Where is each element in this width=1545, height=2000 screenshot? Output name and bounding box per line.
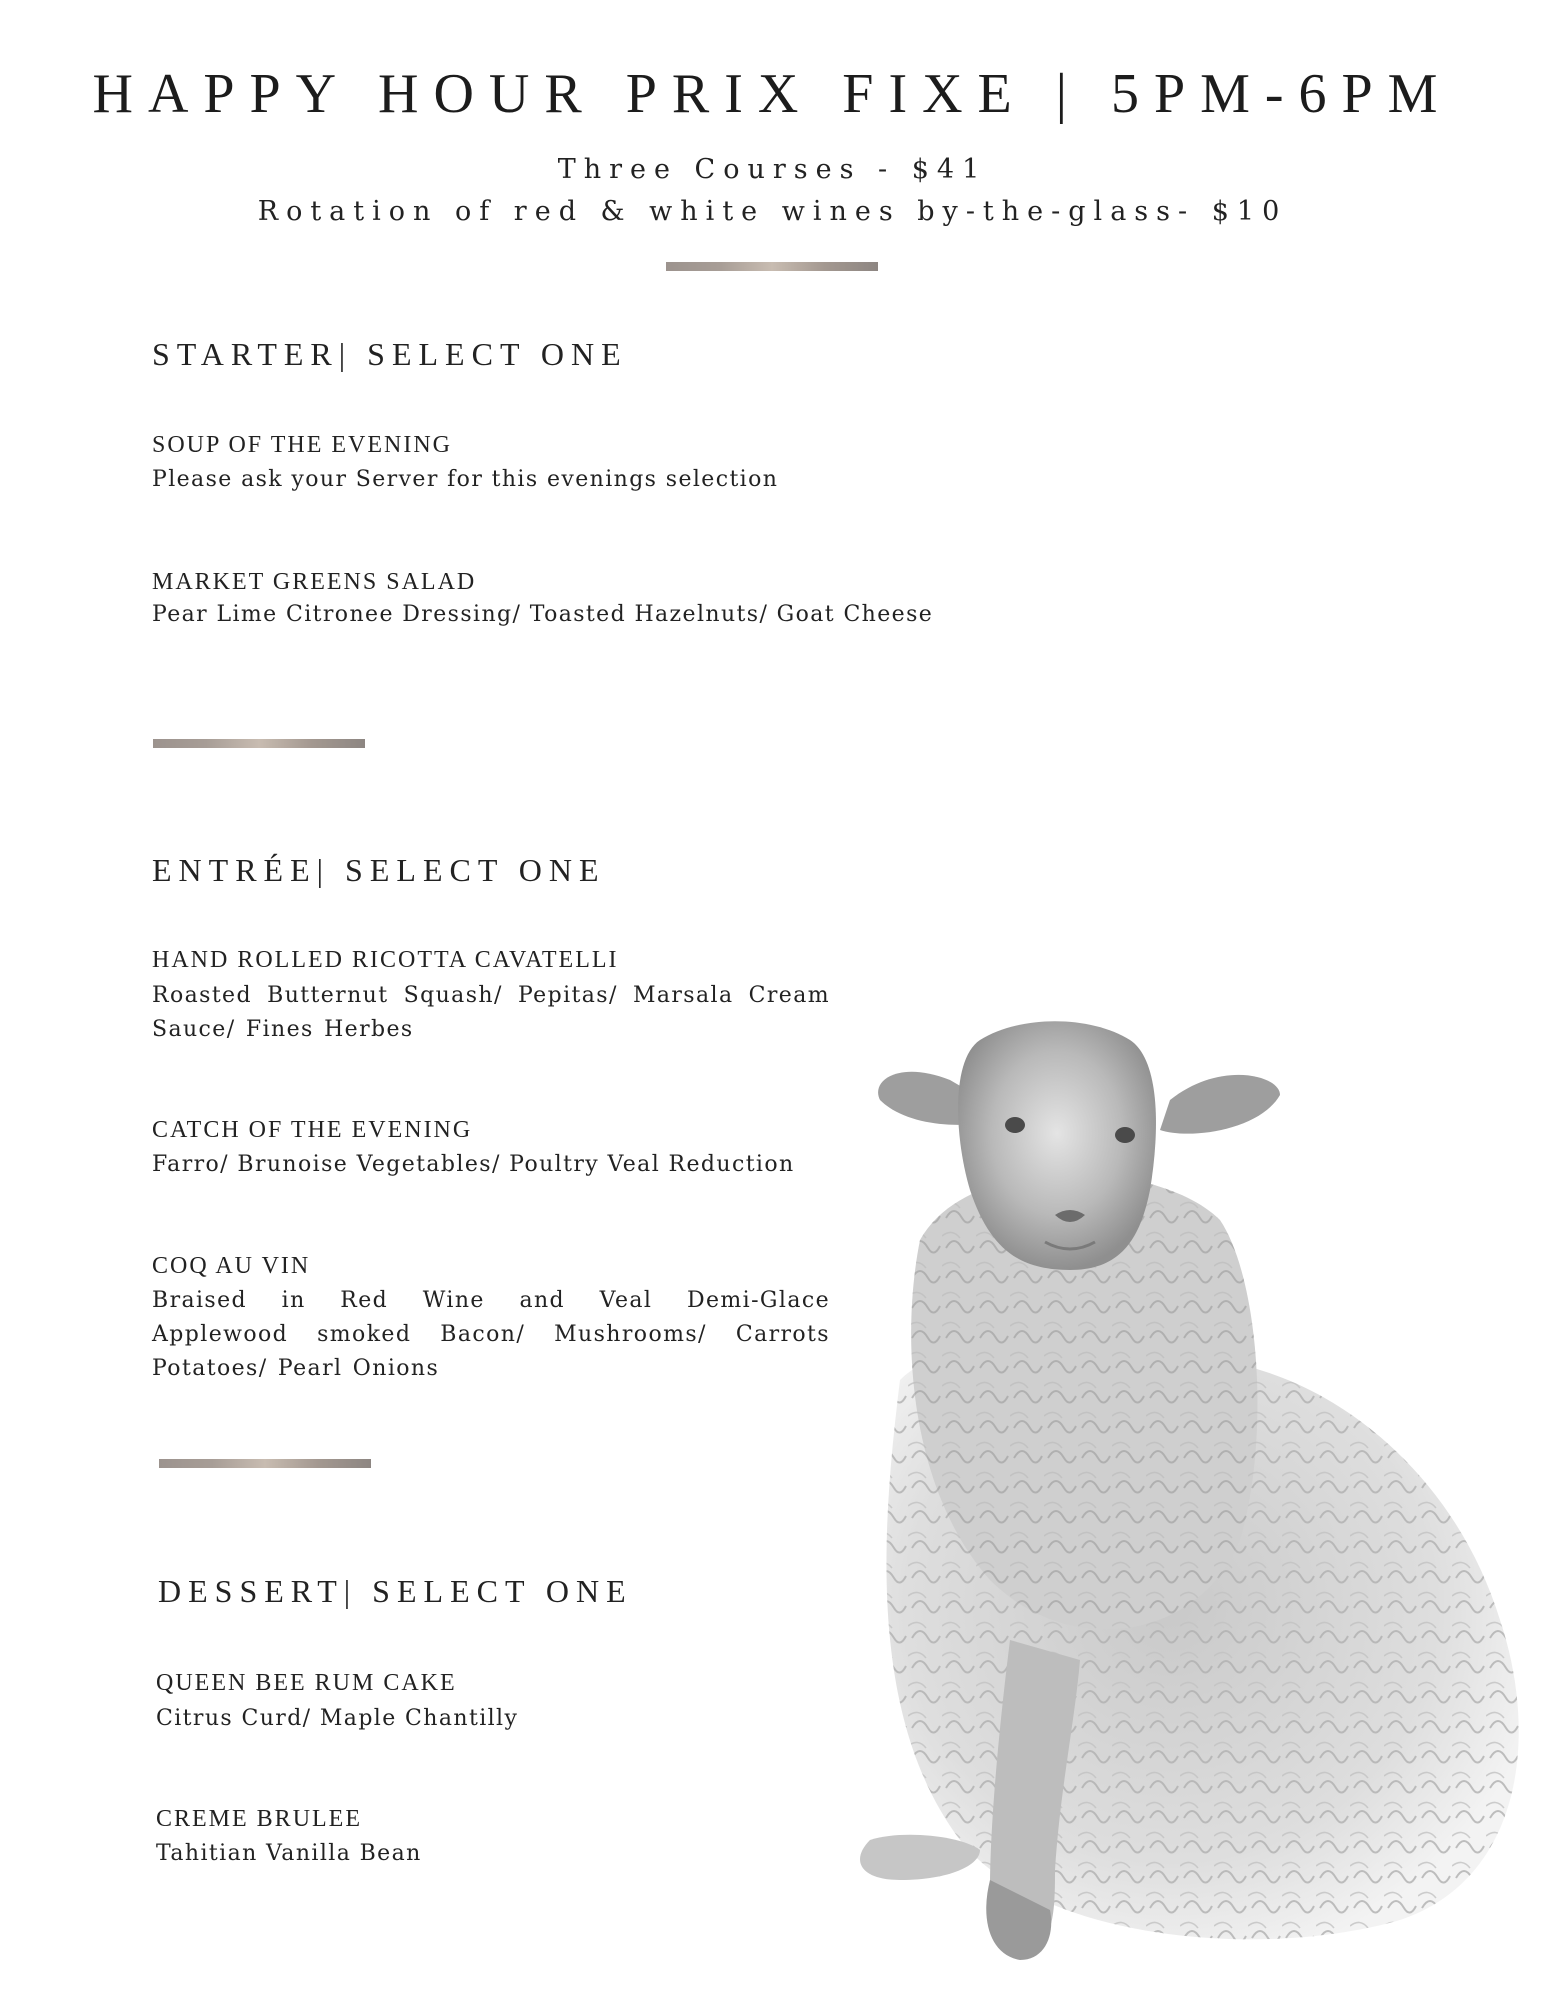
starter-heading: STARTER| SELECT ONE xyxy=(152,336,628,372)
wine-offer: Rotation of red & white wines by-the-glass- $10 xyxy=(257,196,1288,227)
page-title: HAPPY HOUR PRIX FIXE | 5PM-6PM xyxy=(92,63,1453,125)
dessert-item-name: QUEEN BEE RUM CAKE xyxy=(156,1670,457,1696)
entree-item-name: HAND ROLLED RICOTTA CAVATELLI xyxy=(152,947,619,973)
starter-item-desc: Please ask your Server for this evenings selection xyxy=(152,467,779,492)
entree-item-desc: Braised in Red Wine and Veal Demi-Glace Applewood smoked Bacon/ Mushrooms/ Carrots Potatoes/ Pearl Onions xyxy=(152,1288,830,1381)
entree-heading: ENTRÉE| SELECT ONE xyxy=(152,852,606,888)
entree-item-name: COQ AU VIN xyxy=(152,1253,311,1279)
entree-divider xyxy=(159,1459,371,1468)
dessert-heading: DESSERT| SELECT ONE xyxy=(158,1573,633,1609)
dessert-item-desc: Tahitian Vanilla Bean xyxy=(156,1841,422,1866)
sheep-illustration xyxy=(840,1020,1540,1980)
entree-item-desc: Farro/ Brunoise Vegetables/ Poultry Veal Reduction xyxy=(152,1152,795,1177)
dessert-item-desc: Citrus Curd/ Maple Chantilly xyxy=(156,1706,519,1731)
header-divider xyxy=(666,262,878,271)
prix-fixe-price: Three Courses - $41 xyxy=(557,154,988,185)
starter-item-name: MARKET GREENS SALAD xyxy=(152,569,477,595)
entree-item-desc: Roasted Butternut Squash/ Pepitas/ Marsala Cream Sauce/ Fines Herbes xyxy=(152,983,830,1042)
dessert-item-name: CREME BRULEE xyxy=(156,1806,363,1832)
starter-item-desc: Pear Lime Citronee Dressing/ Toasted Hazelnuts/ Goat Cheese xyxy=(152,602,934,627)
entree-item-name: CATCH OF THE EVENING xyxy=(152,1117,473,1143)
starter-divider xyxy=(153,739,365,748)
starter-item-name: SOUP OF THE EVENING xyxy=(152,432,453,458)
